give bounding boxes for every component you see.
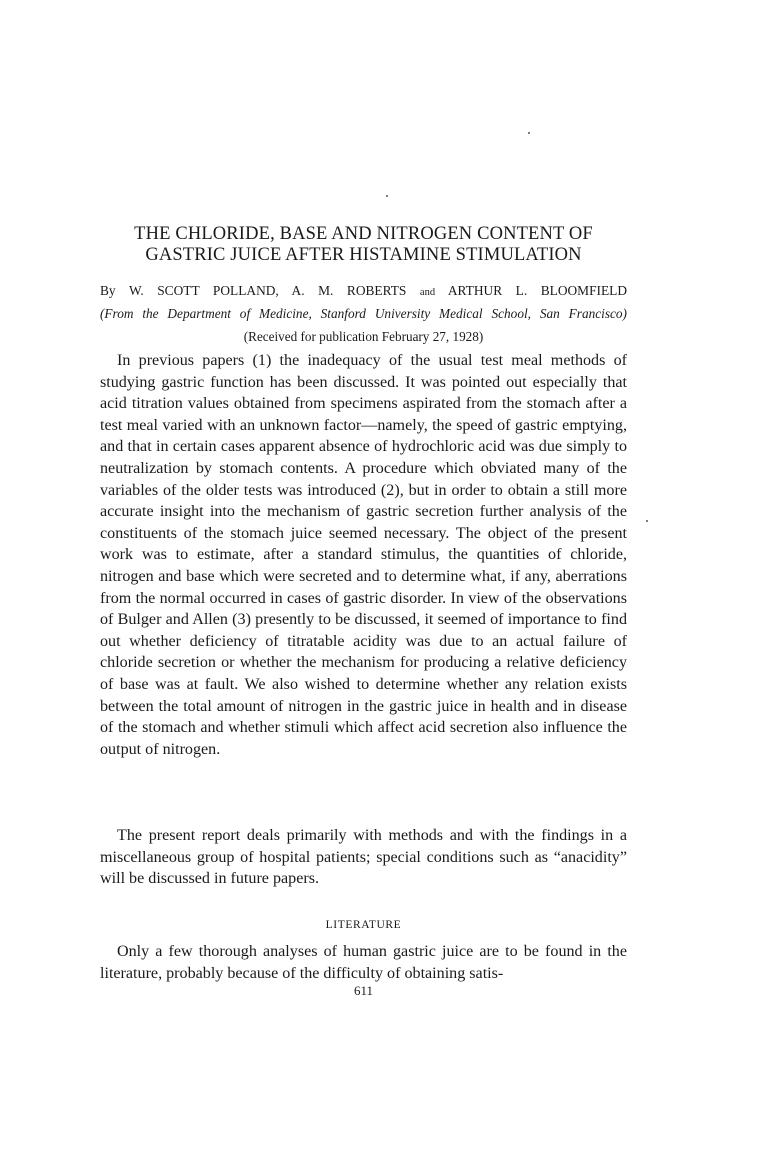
body-paragraph-1 — [100, 350, 627, 760]
scan-speck — [386, 195, 388, 197]
paragraph-text: Only a few thorough analyses of human gastric juice are to be found in the literature, probably because of the difficulty of obtaining satis- — [100, 943, 627, 982]
body-paragraph-2 — [100, 825, 627, 890]
affiliation: (From the Department of Medicine, Stanford University Medical School, San Francisco) — [100, 306, 627, 321]
authors-last: ARTHUR L. BLOOMFIELD — [447, 283, 628, 298]
paragraph-text: The present report deals primarily with methods and with the findings in a miscellaneous group of hospital patients; special conditions such as “anacidity” will be discussed in future papers. — [100, 827, 627, 888]
paragraph-text: In previous papers (1) the inadequacy of the usual test meal methods of studying gastric function has been discussed. It was pointed out especially that acid titration values obtained from specimens aspirated from the stomach after a test meal varied with an unknown factor—namely, the speed of gastric emptying, and that in certain cases apparent absence of hydrochloric acid was due simply to neutralization by stomach contents. A procedure which obviated many of the variables of the older tests was introduced (2), but in order to obtain a still more accurate insight into the mechanism of gastric secretion further analysis of the constituents of the stomach juice seemed necessary. The object of the present work was to estimate, after a standard stimulus, the quantities of chloride, nitrogen and base which were secreted and to determine what, if any, aberrations from the normal occurred in cases of gastric disorder. In view of the observations of Bulger and Allen (3) presently to be discussed, it seemed of importance to find out whether deficiency of titratable acidity was due to an actual failure of chloride secretion or whether the mechanism for producing a relative deficiency of base was at fault. We also wished to determine whether any relation exists between the total amount of nitrogen in the gastric juice in health and in disease of the stomach and whether stimuli which affect acid secretion also influence the output of nitrogen. — [100, 352, 627, 758]
authors-main: W. SCOTT POLLAND, A. M. ROBERTS — [128, 283, 407, 298]
authors-and: and — [419, 287, 436, 298]
article-title — [100, 224, 627, 266]
section-heading-literature: LITERATURE — [325, 919, 402, 931]
scan-speck — [646, 520, 648, 522]
author-line — [100, 282, 627, 301]
body-paragraph-3 — [100, 941, 627, 984]
title-line-2: GASTRIC JUICE AFTER HISTAMINE STIMULATION — [145, 245, 582, 265]
scan-speck — [528, 132, 530, 134]
title-line-1: THE CHLORIDE, BASE AND NITROGEN CONTENT OF — [134, 224, 593, 244]
received-date: (Received for publication February 27, 1928) — [243, 329, 484, 344]
page-number: 611 — [353, 983, 374, 998]
authors-by: By — [100, 283, 116, 298]
